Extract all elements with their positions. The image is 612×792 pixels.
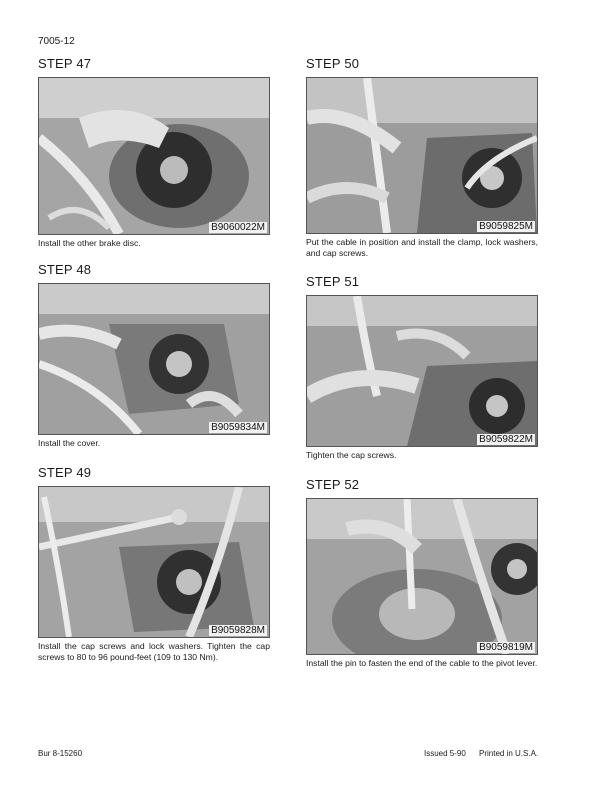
step-52 [306, 477, 538, 669]
page-number: 7005-12 [38, 36, 75, 47]
step-caption: Tighten the cap screws. [306, 450, 397, 460]
photo-code: B9059825M [479, 221, 533, 232]
step-47 [38, 56, 270, 249]
step-50 [306, 56, 538, 259]
step-photo [306, 77, 538, 234]
issue-date: Issued 5-90 [424, 749, 466, 758]
step-title: STEP 51 [306, 274, 360, 289]
printed-in: Printed in U.S.A. [479, 749, 539, 758]
photo-code: B9059819M [479, 642, 533, 653]
step-caption: Install the cover. [38, 438, 101, 448]
step-title: STEP 48 [38, 262, 92, 277]
step-49 [38, 465, 270, 663]
step-title: STEP 47 [38, 56, 92, 71]
step-caption: Install the cap screws and lock washers. Tighten the cap screws to 80 to 96 pound-feet (109 to 130 Nm). [38, 641, 270, 662]
photo-code: B9059828M [211, 625, 265, 636]
step-photo [306, 295, 538, 447]
step-photo [38, 77, 270, 235]
photo-code: B9059822M [479, 434, 533, 445]
photo-code: B9060022M [211, 222, 265, 233]
step-photo [38, 486, 270, 638]
step-title: STEP 49 [38, 465, 92, 480]
step-48 [38, 262, 270, 449]
step-photo [306, 498, 538, 655]
step-title: STEP 50 [306, 56, 360, 71]
step-caption: Install the other brake disc. [38, 238, 141, 248]
step-caption: Put the cable in position and install the clamp, lock washers, and cap screws. [306, 237, 538, 258]
doc-number: Bur 8-15260 [38, 749, 83, 758]
step-photo [38, 283, 270, 435]
step-51 [306, 274, 538, 461]
step-caption: Install the pin to fasten the end of the cable to the pivot lever. [306, 658, 538, 668]
photo-code: B9059834M [211, 422, 265, 433]
step-title: STEP 52 [306, 477, 360, 492]
